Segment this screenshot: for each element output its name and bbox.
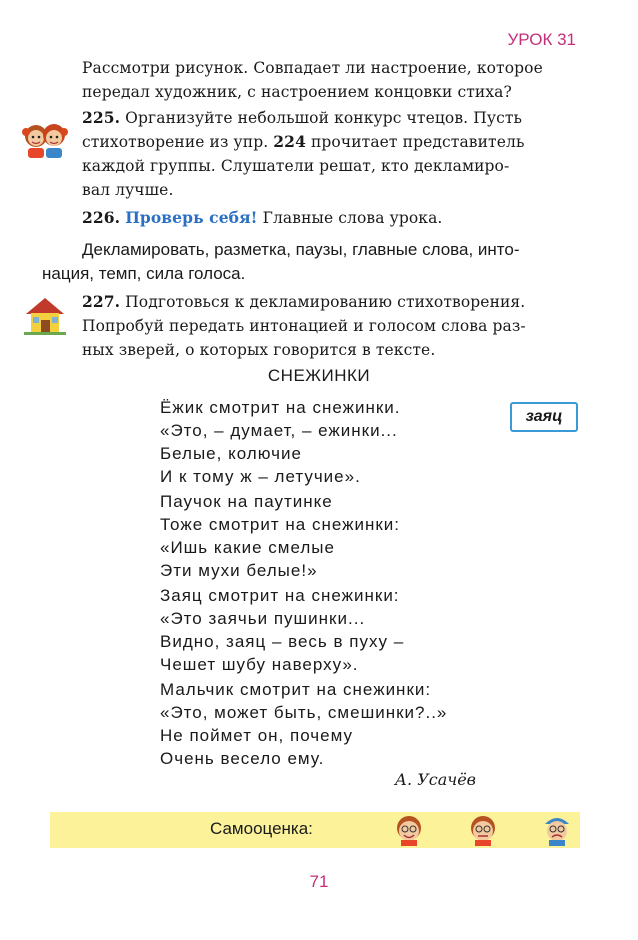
task-227-line-1: Подготовься к декламированию стихотворения.: [120, 293, 526, 311]
pair-work-kids-icon: [22, 118, 68, 160]
task-225-line-1: Организуйте небольшой конкурс чтецов. Пусть: [120, 109, 523, 127]
task-225-line-2-post: прочитает представитель: [305, 133, 525, 151]
task-225-ref: 224: [273, 132, 306, 151]
poem-line: Заяц смотрит на снежинки:: [160, 586, 400, 605]
poem-line: «Это заячьи пушинки...: [160, 609, 366, 628]
happy-face-icon[interactable]: [392, 814, 426, 846]
task-227-number: 227.: [82, 292, 121, 311]
task-227-line-3: ных зверей, о которых говорится в тексте.: [82, 341, 436, 359]
poem-line: Чешет шубу наверху».: [160, 655, 359, 674]
poem-line: «Это, может быть, смешинки?..»: [160, 703, 448, 722]
poem-stanza-3: [160, 584, 404, 676]
poem-line: Очень весело ему.: [160, 749, 325, 768]
vocabulary-word-box: заяц: [510, 402, 578, 432]
poem-line: Паучок на паутинке: [160, 492, 333, 511]
intro-line-2: передал художник, с настроением концовки стиха?: [82, 83, 512, 101]
lesson-header: УРОК 31: [507, 30, 576, 49]
task-225-number: 225.: [82, 108, 121, 127]
poem-line: «Ишь какие смелые: [160, 538, 335, 557]
home-task-house-icon: [22, 294, 68, 336]
task-225: [82, 106, 525, 202]
task-227-line-2: Попробуй передать интонацией и голосом слова раз-: [82, 317, 526, 335]
poem-author: А. Усачёв: [394, 770, 476, 789]
poem-line: Ёжик смотрит на снежинки.: [160, 398, 401, 417]
poem-line: Мальчик смотрит на снежинки:: [160, 680, 432, 699]
task-226-number: 226.: [82, 208, 121, 227]
poem-line: Тоже смотрит на снежинки:: [160, 515, 401, 534]
check-yourself-label: Проверь себя!: [125, 208, 258, 227]
task-225-line-3: каждой группы. Слушатели решат, кто декламиро-: [82, 157, 510, 175]
poem-stanza-4: [160, 678, 447, 770]
sad-face-icon[interactable]: [540, 814, 574, 846]
poem-line: Не поймет он, почему: [160, 726, 353, 745]
poem-line: «Это, – думает, – ежинки...: [160, 421, 398, 440]
task-226-heading: [82, 206, 442, 230]
poem-line: И к тому ж – летучие».: [160, 467, 361, 486]
self-assessment-bar: [50, 812, 580, 848]
neutral-face-icon[interactable]: [466, 814, 500, 846]
task-227: [82, 290, 526, 362]
poem-stanza-2: [160, 490, 400, 582]
intro-paragraph: [82, 56, 543, 104]
key-words-line-2: нация, темп, сила голоса.: [42, 264, 246, 283]
self-assessment-label: Самооценка:: [210, 819, 313, 838]
page-number: 71: [309, 872, 329, 891]
task-225-line-4: вал лучше.: [82, 181, 174, 199]
poem-line: Видно, заяц – весь в пуху –: [160, 632, 405, 651]
poem-title: СНЕЖИНКИ: [267, 366, 371, 385]
poem-stanza-1: [160, 396, 401, 488]
poem-line: Эти мухи белые!»: [160, 561, 318, 580]
poem-line: Белые, колючие: [160, 444, 302, 463]
key-words-line-1: Декламировать, разметка, паузы, главные слова, инто-: [82, 240, 520, 259]
intro-line-1: Рассмотри рисунок. Совпадает ли настроение, которое: [82, 59, 543, 77]
task-225-line-2-pre: стихотворение из упр.: [82, 133, 274, 151]
task-226-rest: Главные слова урока.: [257, 209, 443, 227]
